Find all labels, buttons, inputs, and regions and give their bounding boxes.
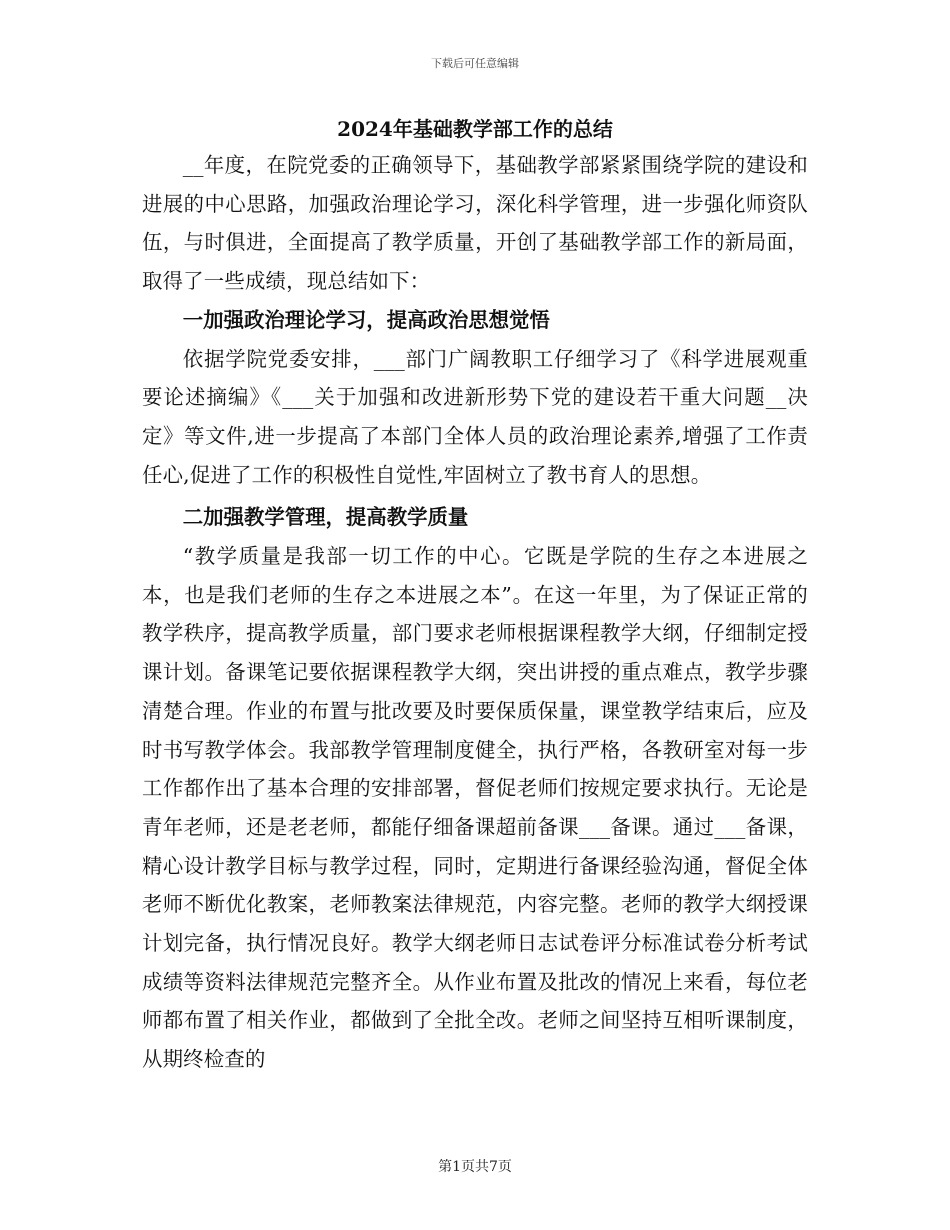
intro-paragraph: __年度，在院党委的正确领导下，基础教学部紧紧围绕学院的建设和进展的中心思路，加强政治理论学习，深化科学管理，进一步强化师资队伍，与时俱进，全面提高了教学质量，开创了基础教学部工作的新局面，取得了一些成绩，现总结如下： xyxy=(142,153,808,294)
section-1-paragraph: 依据学院党委安排，___部门广阔教职工仔细学习了《科学进展观重要论述摘编》《___关于加强和改进新形势下党的建设若干重大问题__决定》等文件,进一步提高了本部门全体人员的政治理论素养,增强了工作责任心,促进了工作的积极性自觉性,牢固树立了教书育人的思想。 xyxy=(142,346,808,487)
section-2-heading: 二加强教学管理，提高教学质量 xyxy=(182,505,469,530)
page-number: 第1页共7页 xyxy=(438,1159,512,1175)
header-note: 下载后可任意编辑 xyxy=(431,57,519,70)
document-title: 2024年基础教学部工作的总结 xyxy=(337,117,613,141)
section-2-paragraph: “教学质量是我部一切工作的中心。它既是学院的生存之本进展之本，也是我们老师的生存之本进展之本”。在这一年里，为了保证正常的教学秩序，提高教学质量，部门要求老师根据课程教学大纲，仔细制定授课计划。备课笔记要依据课程教学大纲，突出讲授的重点难点，教学步骤清楚合理。作业的布置与批改要及时要保质保量，课堂教学结束后，应及时书写教学体会。我部教学管理制度健全，执行严格，各教研室对每一步工作都作出了基本合理的安排部署，督促老师们按规定要求执行。无论是青年老师，还是老老师，都能仔细备课超前备课___备课。通过___备课，精心设计教学目标与教学过程，同时，定期进行备课经验沟通，督促全体老师不断优化教案，老师教案法律规范，内容完整。老师的教学大纲授课计划完备，执行情况良好。教学大纲老师日志试卷评分标准试卷分析考试成绩等资料法律规范完整齐全。从作业布置及批改的情况上来看，每位老师都布置了相关作业，都做到了全批全改。老师之间坚持互相听课制度，从期终检查的 xyxy=(142,544,808,1072)
document-body xyxy=(142,146,808,1079)
section-1-heading: 一加强政治理论学习，提高政治思想觉悟 xyxy=(182,307,550,332)
